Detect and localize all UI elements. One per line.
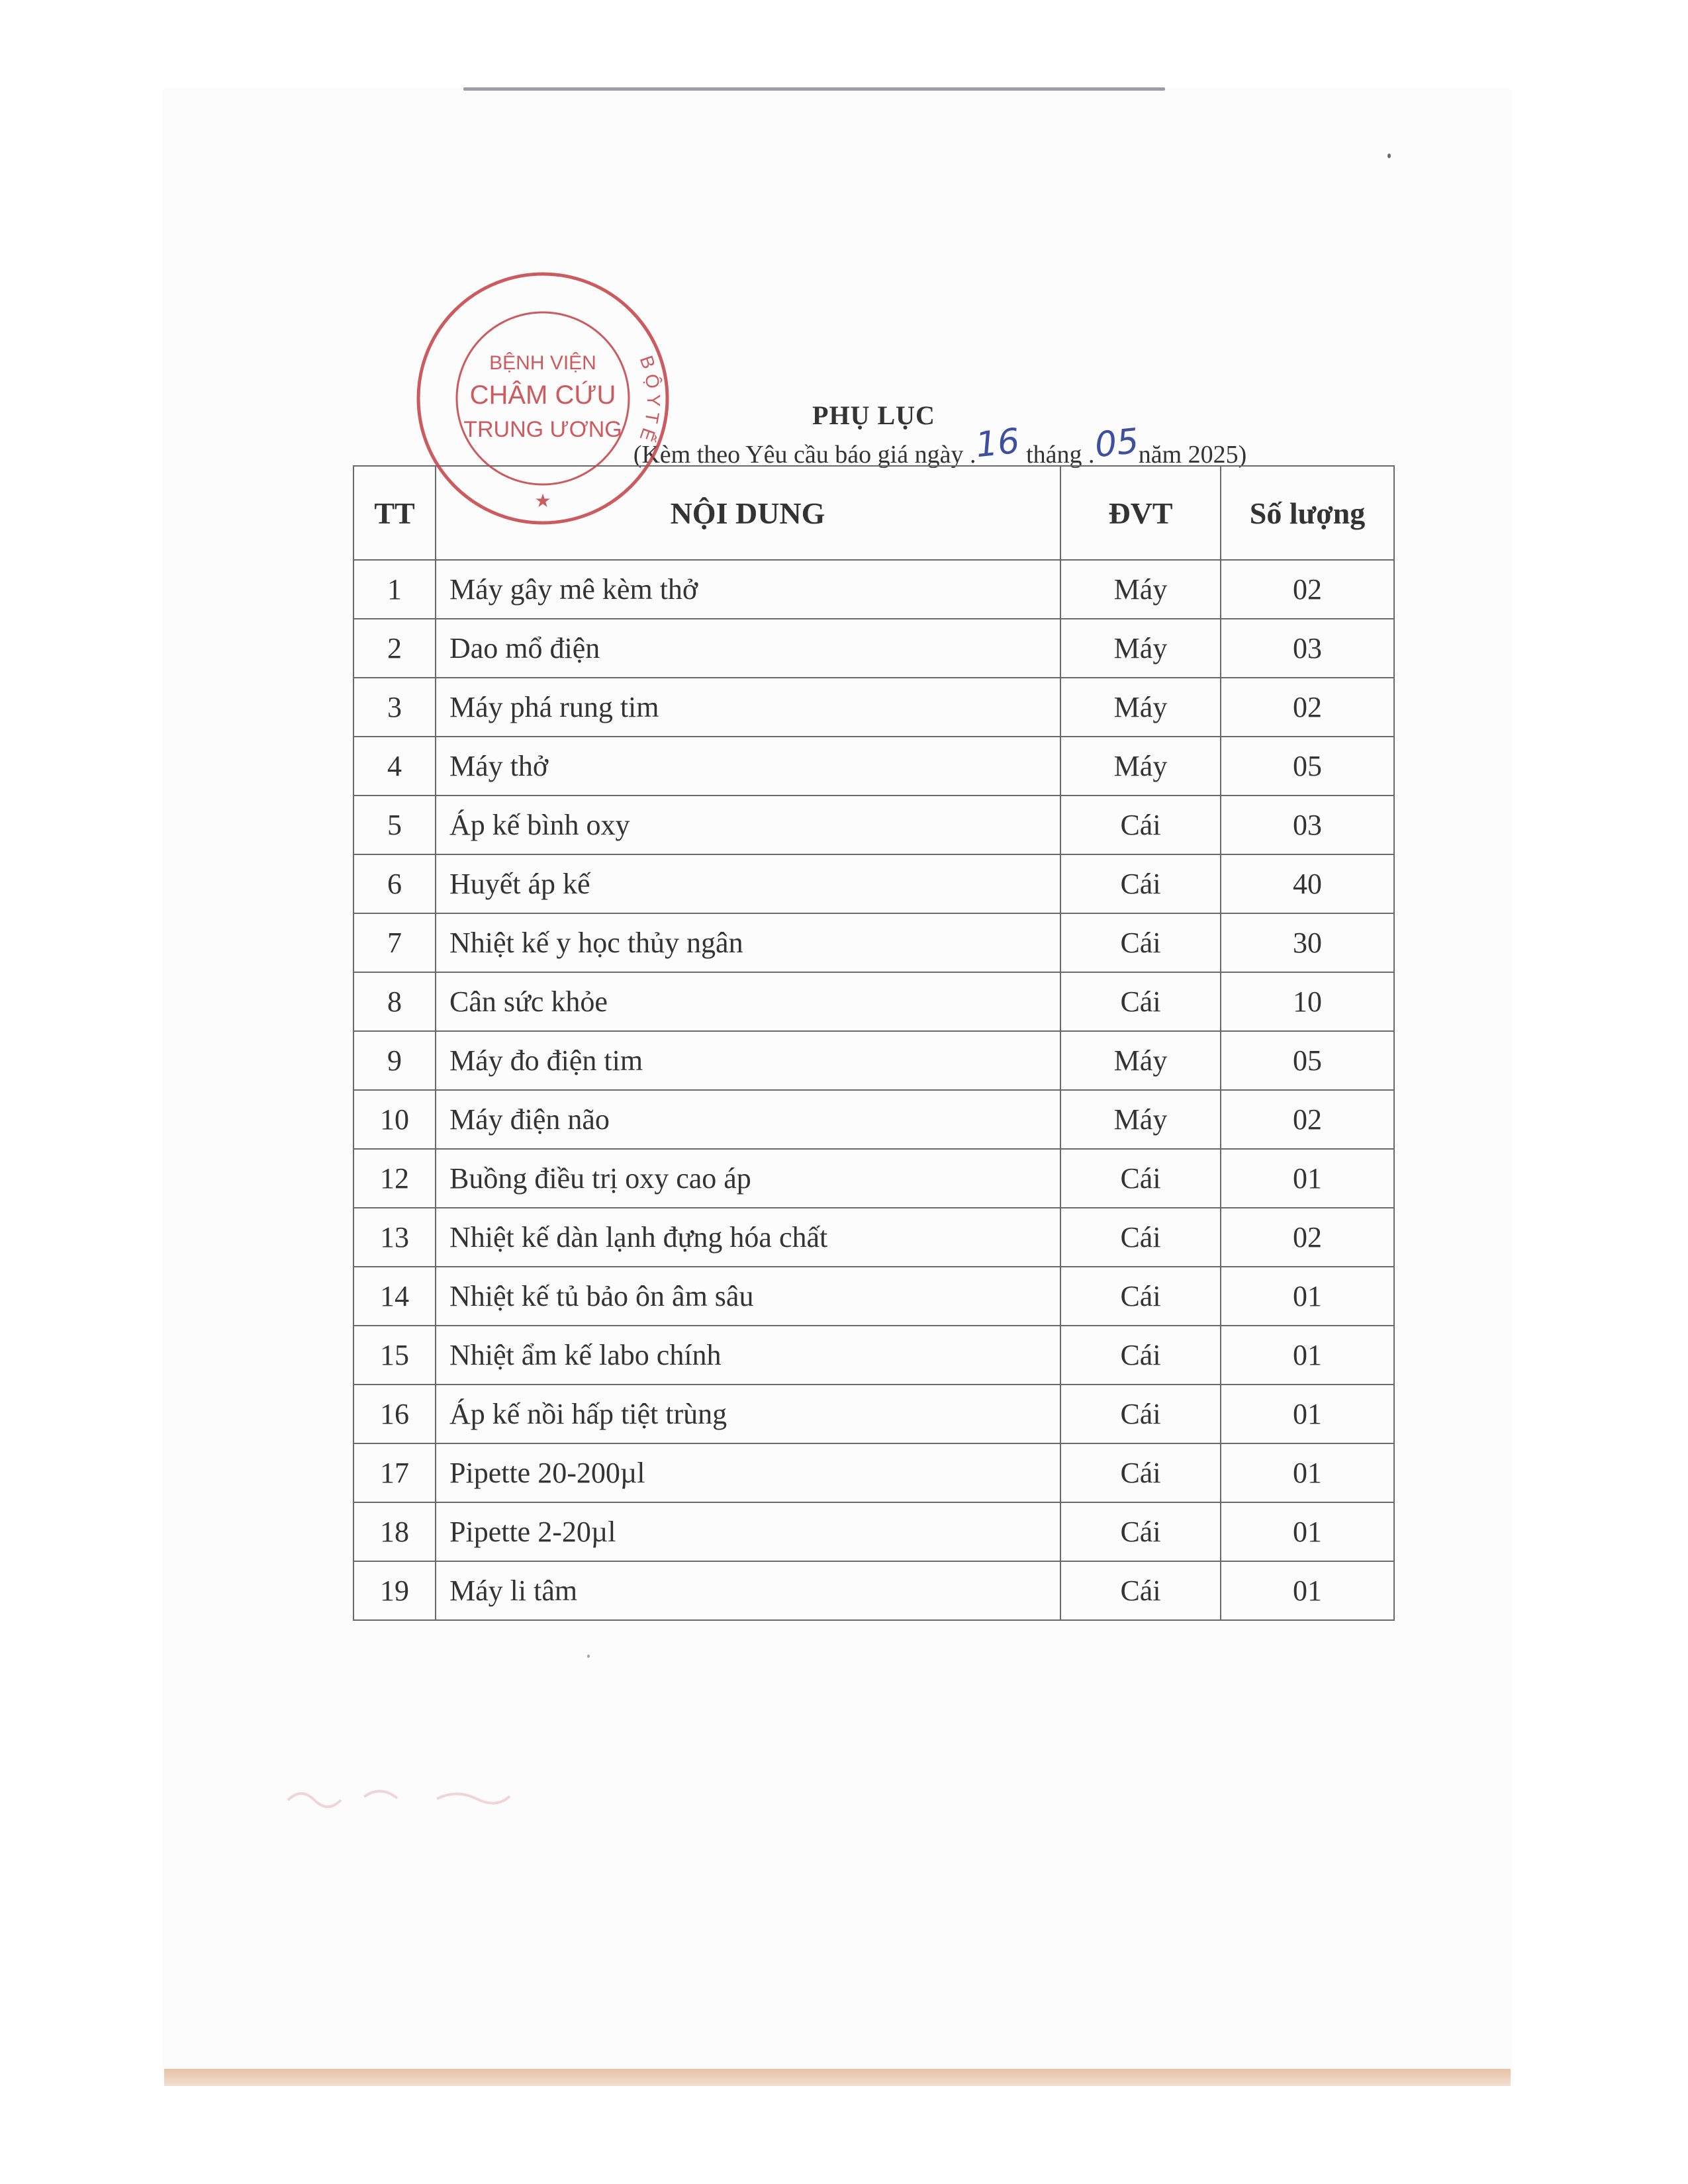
subtitle-day-dots: .: [963, 441, 976, 469]
cell-tt: 8: [353, 972, 436, 1031]
subtitle-after: năm 2025): [1138, 441, 1247, 469]
cell-tt: 14: [353, 1267, 436, 1326]
cell-content: Pipette 2-20µl: [436, 1502, 1060, 1561]
header-unit: ĐVT: [1060, 466, 1221, 560]
cell-unit: Máy: [1060, 1090, 1221, 1149]
table-row: [353, 854, 1394, 913]
cell-content: Nhiệt kế tủ bảo ôn âm sâu: [436, 1267, 1060, 1326]
cell-content: Pipette 20-200µl: [436, 1443, 1060, 1502]
cell-tt: 6: [353, 854, 436, 913]
cell-tt: 4: [353, 737, 436, 796]
cell-unit: Cái: [1060, 1561, 1221, 1620]
scan-top-edge: [463, 87, 1165, 91]
cell-qty: 03: [1221, 619, 1394, 678]
cell-qty: 01: [1221, 1267, 1394, 1326]
cell-unit: Cái: [1060, 796, 1221, 854]
cell-qty: 01: [1221, 1561, 1394, 1620]
cell-qty: 01: [1221, 1443, 1394, 1502]
cell-content: Máy phá rung tim: [436, 678, 1060, 737]
cell-qty: 03: [1221, 796, 1394, 854]
table-row: [353, 678, 1394, 737]
header-content: NỘI DUNG: [436, 466, 1060, 560]
handwritten-day: 16: [974, 421, 1022, 466]
table-row: [353, 1326, 1394, 1385]
cell-unit: Cái: [1060, 1443, 1221, 1502]
cell-content: Máy thở: [436, 737, 1060, 796]
cell-tt: 17: [353, 1443, 436, 1502]
cell-content: Áp kế nồi hấp tiệt trùng: [436, 1385, 1060, 1443]
subtitle-before-month: tháng .: [1019, 441, 1095, 469]
table-row: [353, 1502, 1394, 1561]
cell-qty: 30: [1221, 913, 1394, 972]
handwritten-month: 05: [1092, 421, 1141, 466]
cell-qty: 05: [1221, 737, 1394, 796]
cell-unit: Cái: [1060, 1208, 1221, 1267]
cell-tt: 16: [353, 1385, 436, 1443]
cell-unit: Cái: [1060, 1326, 1221, 1385]
cell-qty: 40: [1221, 854, 1394, 913]
cell-tt: 19: [353, 1561, 436, 1620]
cell-tt: 15: [353, 1326, 436, 1385]
cell-unit: Cái: [1060, 1385, 1221, 1443]
table-row: [353, 1561, 1394, 1620]
cell-unit: Cái: [1060, 972, 1221, 1031]
cell-qty: 01: [1221, 1502, 1394, 1561]
stamp-line-2: CHÂM CỨU: [469, 381, 616, 410]
cell-qty: 10: [1221, 972, 1394, 1031]
table-row: [353, 1267, 1394, 1326]
cell-tt: 10: [353, 1090, 436, 1149]
cell-unit: Máy: [1060, 737, 1221, 796]
table-row: [353, 737, 1394, 796]
appendix-table: [353, 465, 1395, 1621]
cell-unit: Cái: [1060, 1267, 1221, 1326]
cell-tt: 3: [353, 678, 436, 737]
cell-qty: 02: [1221, 1090, 1394, 1149]
cell-content: Máy gây mê kèm thở: [436, 560, 1060, 619]
cell-qty: 01: [1221, 1385, 1394, 1443]
cell-tt: 2: [353, 619, 436, 678]
cell-content: Máy đo điện tim: [436, 1031, 1060, 1090]
cell-tt: 9: [353, 1031, 436, 1090]
table-row: [353, 560, 1394, 619]
table-header-row: [353, 466, 1394, 560]
table-row: [353, 1385, 1394, 1443]
cell-qty: 01: [1221, 1326, 1394, 1385]
stamp-star-icon: ★: [534, 490, 551, 511]
cell-content: Buồng điều trị oxy cao áp: [436, 1149, 1060, 1208]
table-row: [353, 1443, 1394, 1502]
cell-qty: 05: [1221, 1031, 1394, 1090]
table-row: [353, 796, 1394, 854]
cell-unit: Cái: [1060, 854, 1221, 913]
cell-unit: Máy: [1060, 619, 1221, 678]
header-tt: TT: [353, 466, 436, 560]
cell-content: Dao mổ điện: [436, 619, 1060, 678]
cell-unit: Máy: [1060, 678, 1221, 737]
cell-tt: 13: [353, 1208, 436, 1267]
appendix-title: PHỤ LỤC: [812, 400, 935, 430]
cell-content: Nhiệt kế y học thủy ngân: [436, 913, 1060, 972]
cell-qty: 02: [1221, 678, 1394, 737]
table-row: [353, 1208, 1394, 1267]
stamp-line-3: TRUNG ƯƠNG: [463, 417, 622, 442]
cell-content: Nhiệt kế dàn lạnh đựng hóa chất: [436, 1208, 1060, 1267]
table-row: [353, 1031, 1394, 1090]
cell-content: Nhiệt ẩm kế labo chính: [436, 1326, 1060, 1385]
cell-unit: Máy: [1060, 560, 1221, 619]
cell-qty: 02: [1221, 560, 1394, 619]
cell-content: Máy điện não: [436, 1090, 1060, 1149]
table-row: [353, 1149, 1394, 1208]
scan-speck: [587, 1655, 590, 1658]
cell-unit: Cái: [1060, 1502, 1221, 1561]
cell-tt: 7: [353, 913, 436, 972]
scan-speck: [1387, 154, 1391, 158]
table-row: [353, 913, 1394, 972]
cell-qty: 02: [1221, 1208, 1394, 1267]
table-row: [353, 1090, 1394, 1149]
cell-tt: 5: [353, 796, 436, 854]
table-body: [353, 560, 1394, 1620]
cell-content: Máy li tâm: [436, 1561, 1060, 1620]
cell-unit: Cái: [1060, 913, 1221, 972]
table-row: [353, 972, 1394, 1031]
cell-unit: Máy: [1060, 1031, 1221, 1090]
stamp-ring-text: B Ộ Y T Ế: [635, 353, 665, 444]
cell-tt: 18: [353, 1502, 436, 1561]
subtitle-before-day: (Kèm theo Yêu cầu báo giá ngày: [633, 441, 964, 469]
cell-content: Huyết áp kế: [436, 854, 1060, 913]
cell-content: Áp kế bình oxy: [436, 796, 1060, 854]
table-row: [353, 619, 1394, 678]
cell-qty: 01: [1221, 1149, 1394, 1208]
header-qty: Số lượng: [1221, 466, 1394, 560]
cell-tt: 12: [353, 1149, 436, 1208]
cell-unit: Cái: [1060, 1149, 1221, 1208]
stamp-line-1: BỆNH VIỆN: [489, 352, 596, 374]
cell-content: Cân sức khỏe: [436, 972, 1060, 1031]
cell-tt: 1: [353, 560, 436, 619]
scan-bottom-edge: [164, 2069, 1511, 2086]
